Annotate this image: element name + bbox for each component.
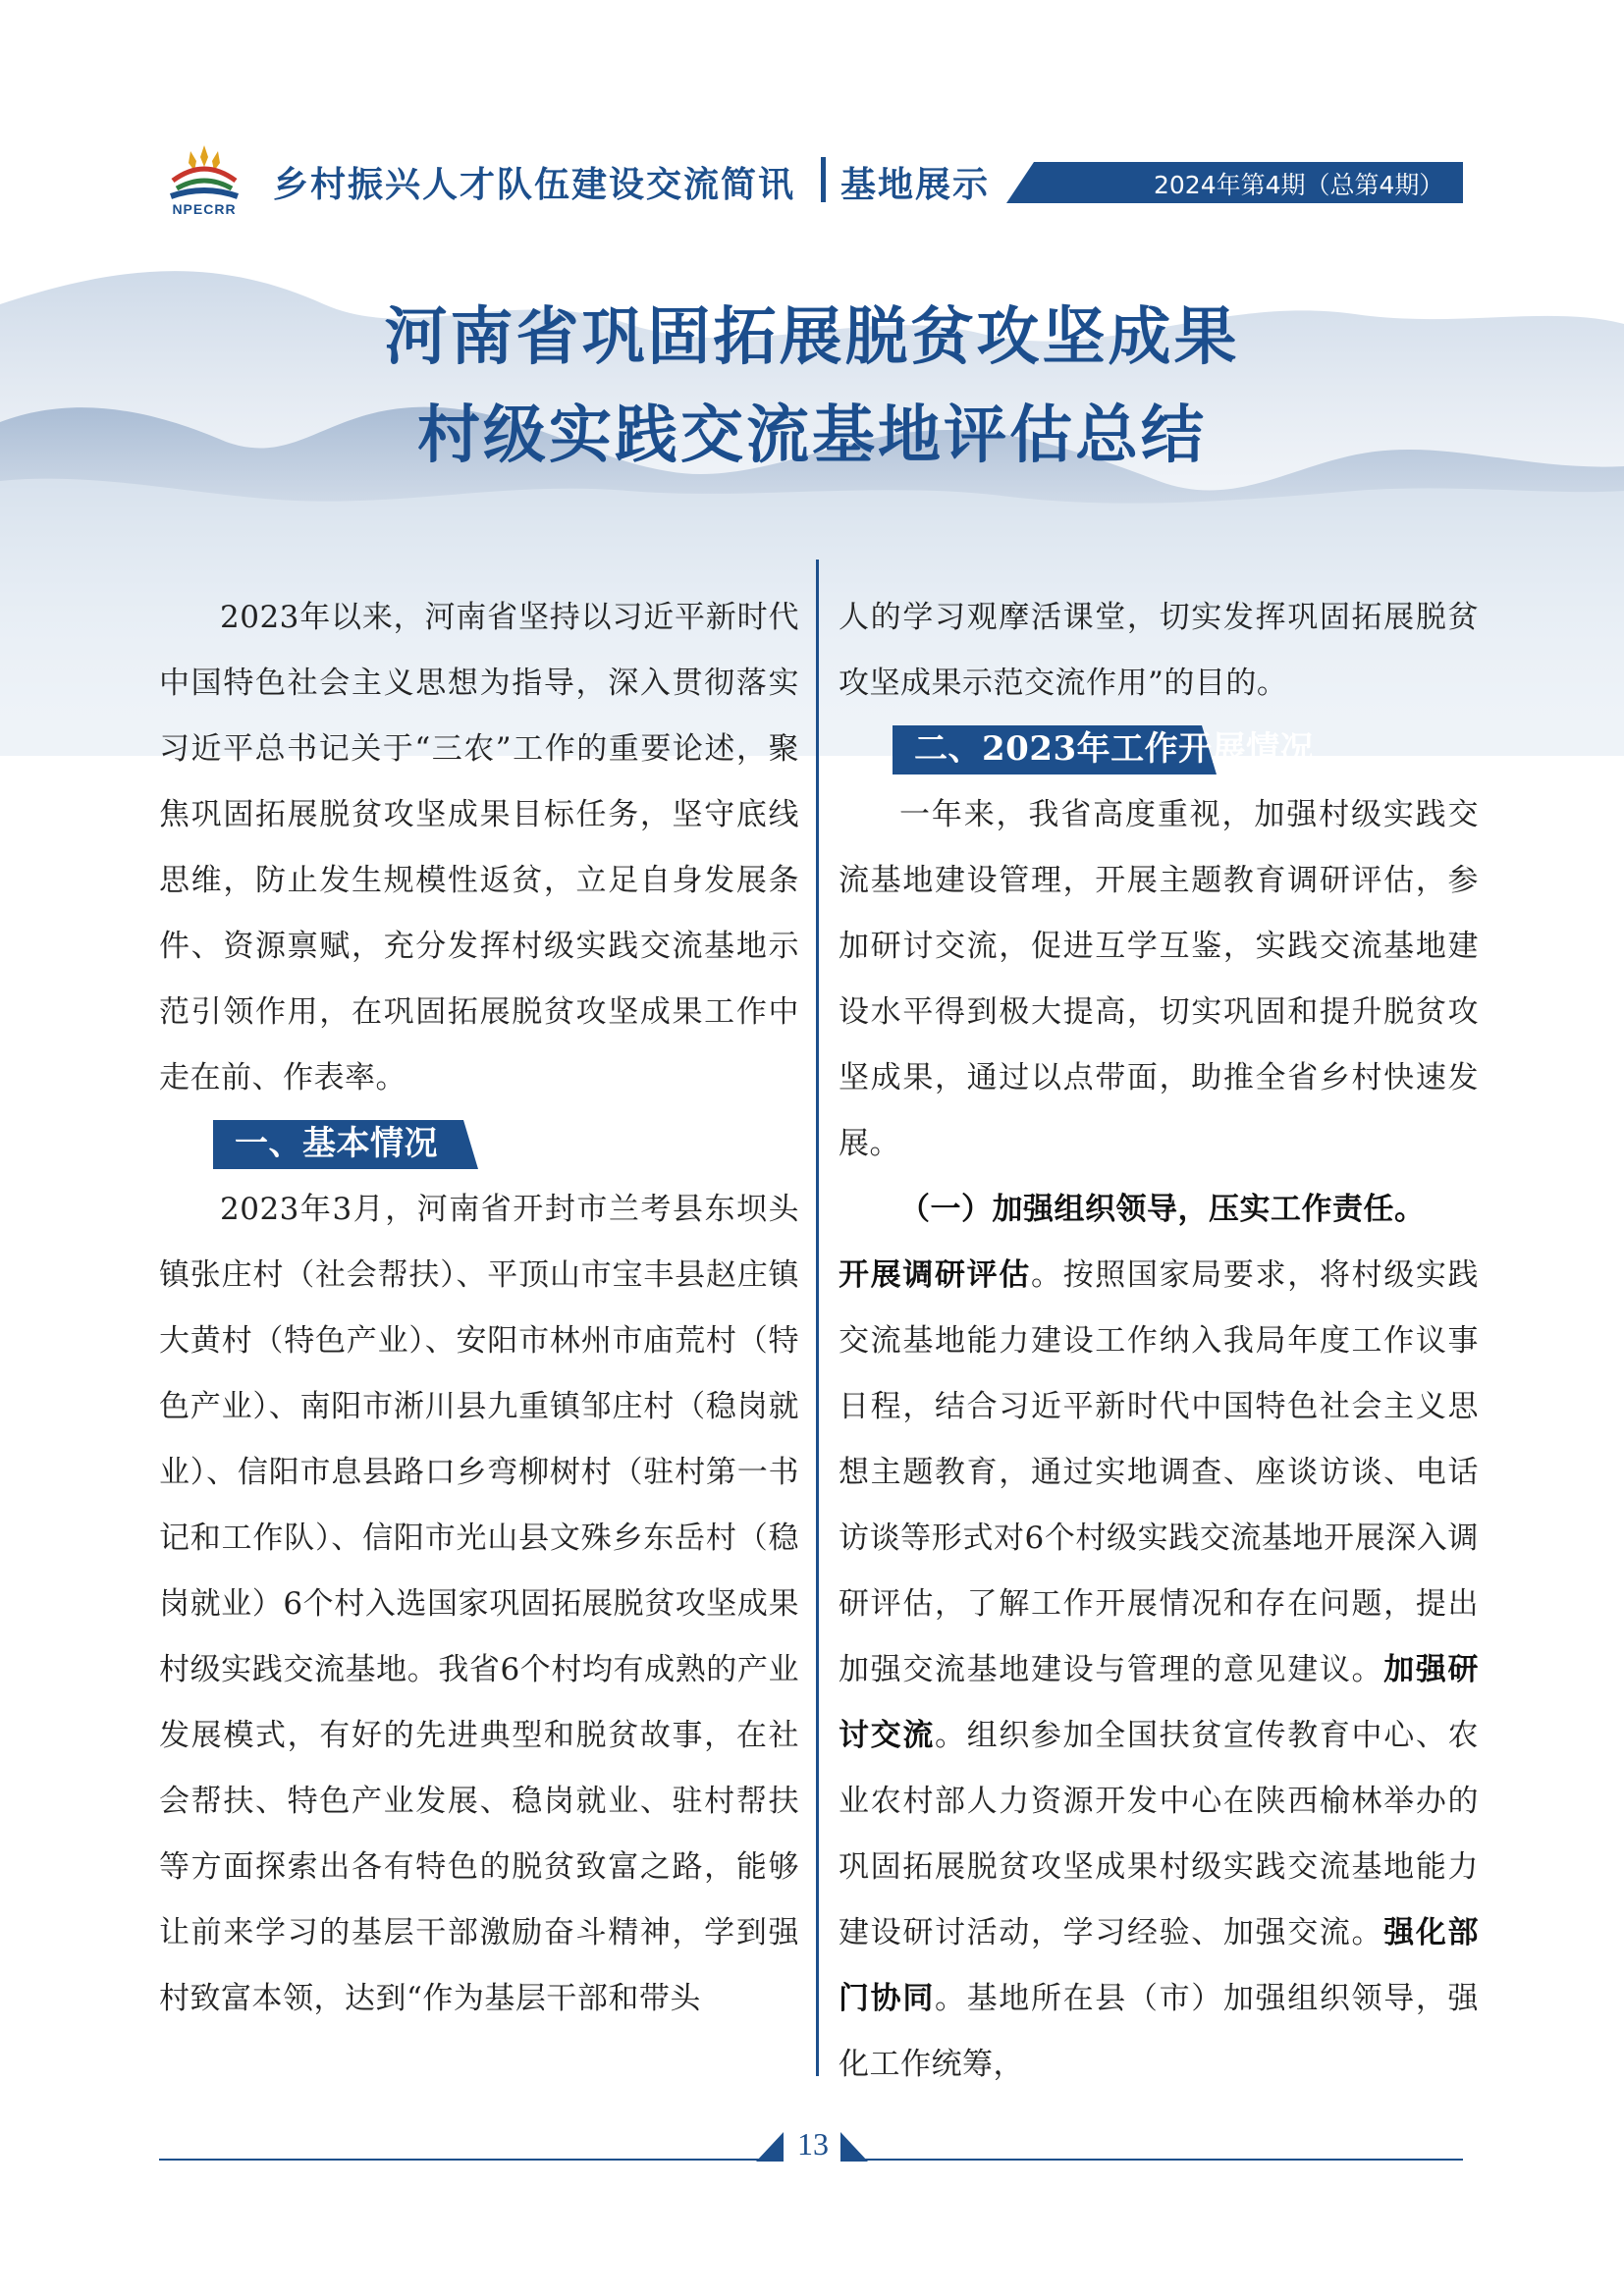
footer-triangle-right [840, 2132, 868, 2162]
section-heading-2 [893, 717, 1479, 782]
exchange-text: 。组织参加全国扶贫宣传教育中心、农业农村部人力资源开发中心在陕西榆林举办的巩固拓展脱贫攻坚成果村级实践交流基地能力建设研讨活动，学习经验、加强交流。 [839, 1718, 1480, 1950]
page-number: 13 [797, 2126, 829, 2162]
left-column [159, 585, 799, 2032]
article-title-line1: 河南省巩固拓展脱贫攻坚成果 [384, 300, 1240, 374]
footer-triangle-left [756, 2132, 784, 2162]
footer-rule-right [854, 2159, 1463, 2161]
intro-paragraph: 2023年以来，河南省坚持以习近平新时代中国特色社会主义思想为指导，深入贯彻落实习近平总书记关于“三农”工作的重要论述，聚焦巩固拓展脱贫攻坚成果目标任务，坚守底线思维，防止发生规模性返贫，立足自身发展条件、资源禀赋，充分发挥村级实践交流基地示范引领作用，在巩固拓展脱贫攻坚成果工作中走在前、作表率。 [159, 600, 799, 1095]
logo-caption: NPECRR [172, 201, 237, 217]
coordination-text: 。基地所在县（市）加强组织领导，强化工作统筹， [839, 1981, 1480, 2082]
right-column [839, 585, 1479, 2098]
header-divider [821, 157, 826, 202]
overview-paragraph: 一年来，我省高度重视，加强村级实践交流基地建设管理，开展主题教育调研评估，参加研讨交流，促进互学互鉴，实践交流基地建设水平得到极大提高，切实巩固和提升脱贫攻坚成果，通过以点带面，助推全省乡村快速发展。 [839, 797, 1479, 1161]
subsection-1-body [839, 1243, 1479, 2098]
issue-label: 2024年第4期（总第4期） [1154, 171, 1444, 199]
article-title-line2: 村级实践交流基地评估总结 [417, 399, 1207, 472]
footer-rule-left [159, 2159, 766, 2161]
publication-title: 乡村振兴人才队伍建设交流简讯 [273, 165, 796, 205]
section-heading-1 [213, 1111, 799, 1177]
subsection-1-title-paragraph [839, 1177, 1479, 1243]
section-heading-1-text: 一、基本情况 [235, 1124, 438, 1163]
section-label: 基地展示 [840, 165, 991, 205]
section-heading-2-text: 二、2023年工作开展情况 [914, 729, 1315, 769]
column-divider [816, 560, 819, 2076]
bold-research: 开展调研评估 [839, 1257, 1031, 1293]
basic-info-paragraph: 2023年3月，河南省开封市兰考县东坝头镇张庄村（社会帮扶）、平顶山市宝丰县赵庄镇大黄村（特色产业）、安阳市林州市庙荒村（特色产业）、南阳市淅川县九重镇邹庄村（稳岗就业）、信阳市息县路口乡弯柳树村（驻村第一书记和工作队）、信阳市光山县文殊乡东岳村（稳岗就业）6个村入选国家巩固拓展脱贫攻坚成果村级实践交流基地。我省6个村均有成熟的产业发展模式，有好的先进典型和脱贫故事，在社会帮扶、特色产业发展、稳岗就业、驻村帮扶等方面探索出各有特色的脱贫致富之路，能够让前来学习的基层干部激励奋斗精神，学到强村致富本领，达到“作为基层干部和带头 [159, 1192, 799, 2016]
continued-paragraph: 人的学习观摩活课堂，切实发挥巩固拓展脱贫攻坚成果示范交流作用”的目的。 [839, 600, 1479, 701]
bold-exchange: 加强研讨交流 [839, 1652, 1480, 1753]
research-text: 。按照国家局要求，将村级实践交流基地能力建设工作纳入我局年度工作议事日程，结合习近平新时代中国特色社会主义思想主题教育，通过实地调查、座谈访谈、电话访谈等形式对6个村级实践交流基地开展深入调研评估，了解工作开展情况和存在问题，提出加强交流基地建设与管理的意见建议。 [839, 1257, 1480, 1687]
bold-coordination: 强化部门协同 [839, 1915, 1480, 2016]
subsection-1-title: （一）加强组织领导，压实工作责任。 [899, 1192, 1426, 1227]
